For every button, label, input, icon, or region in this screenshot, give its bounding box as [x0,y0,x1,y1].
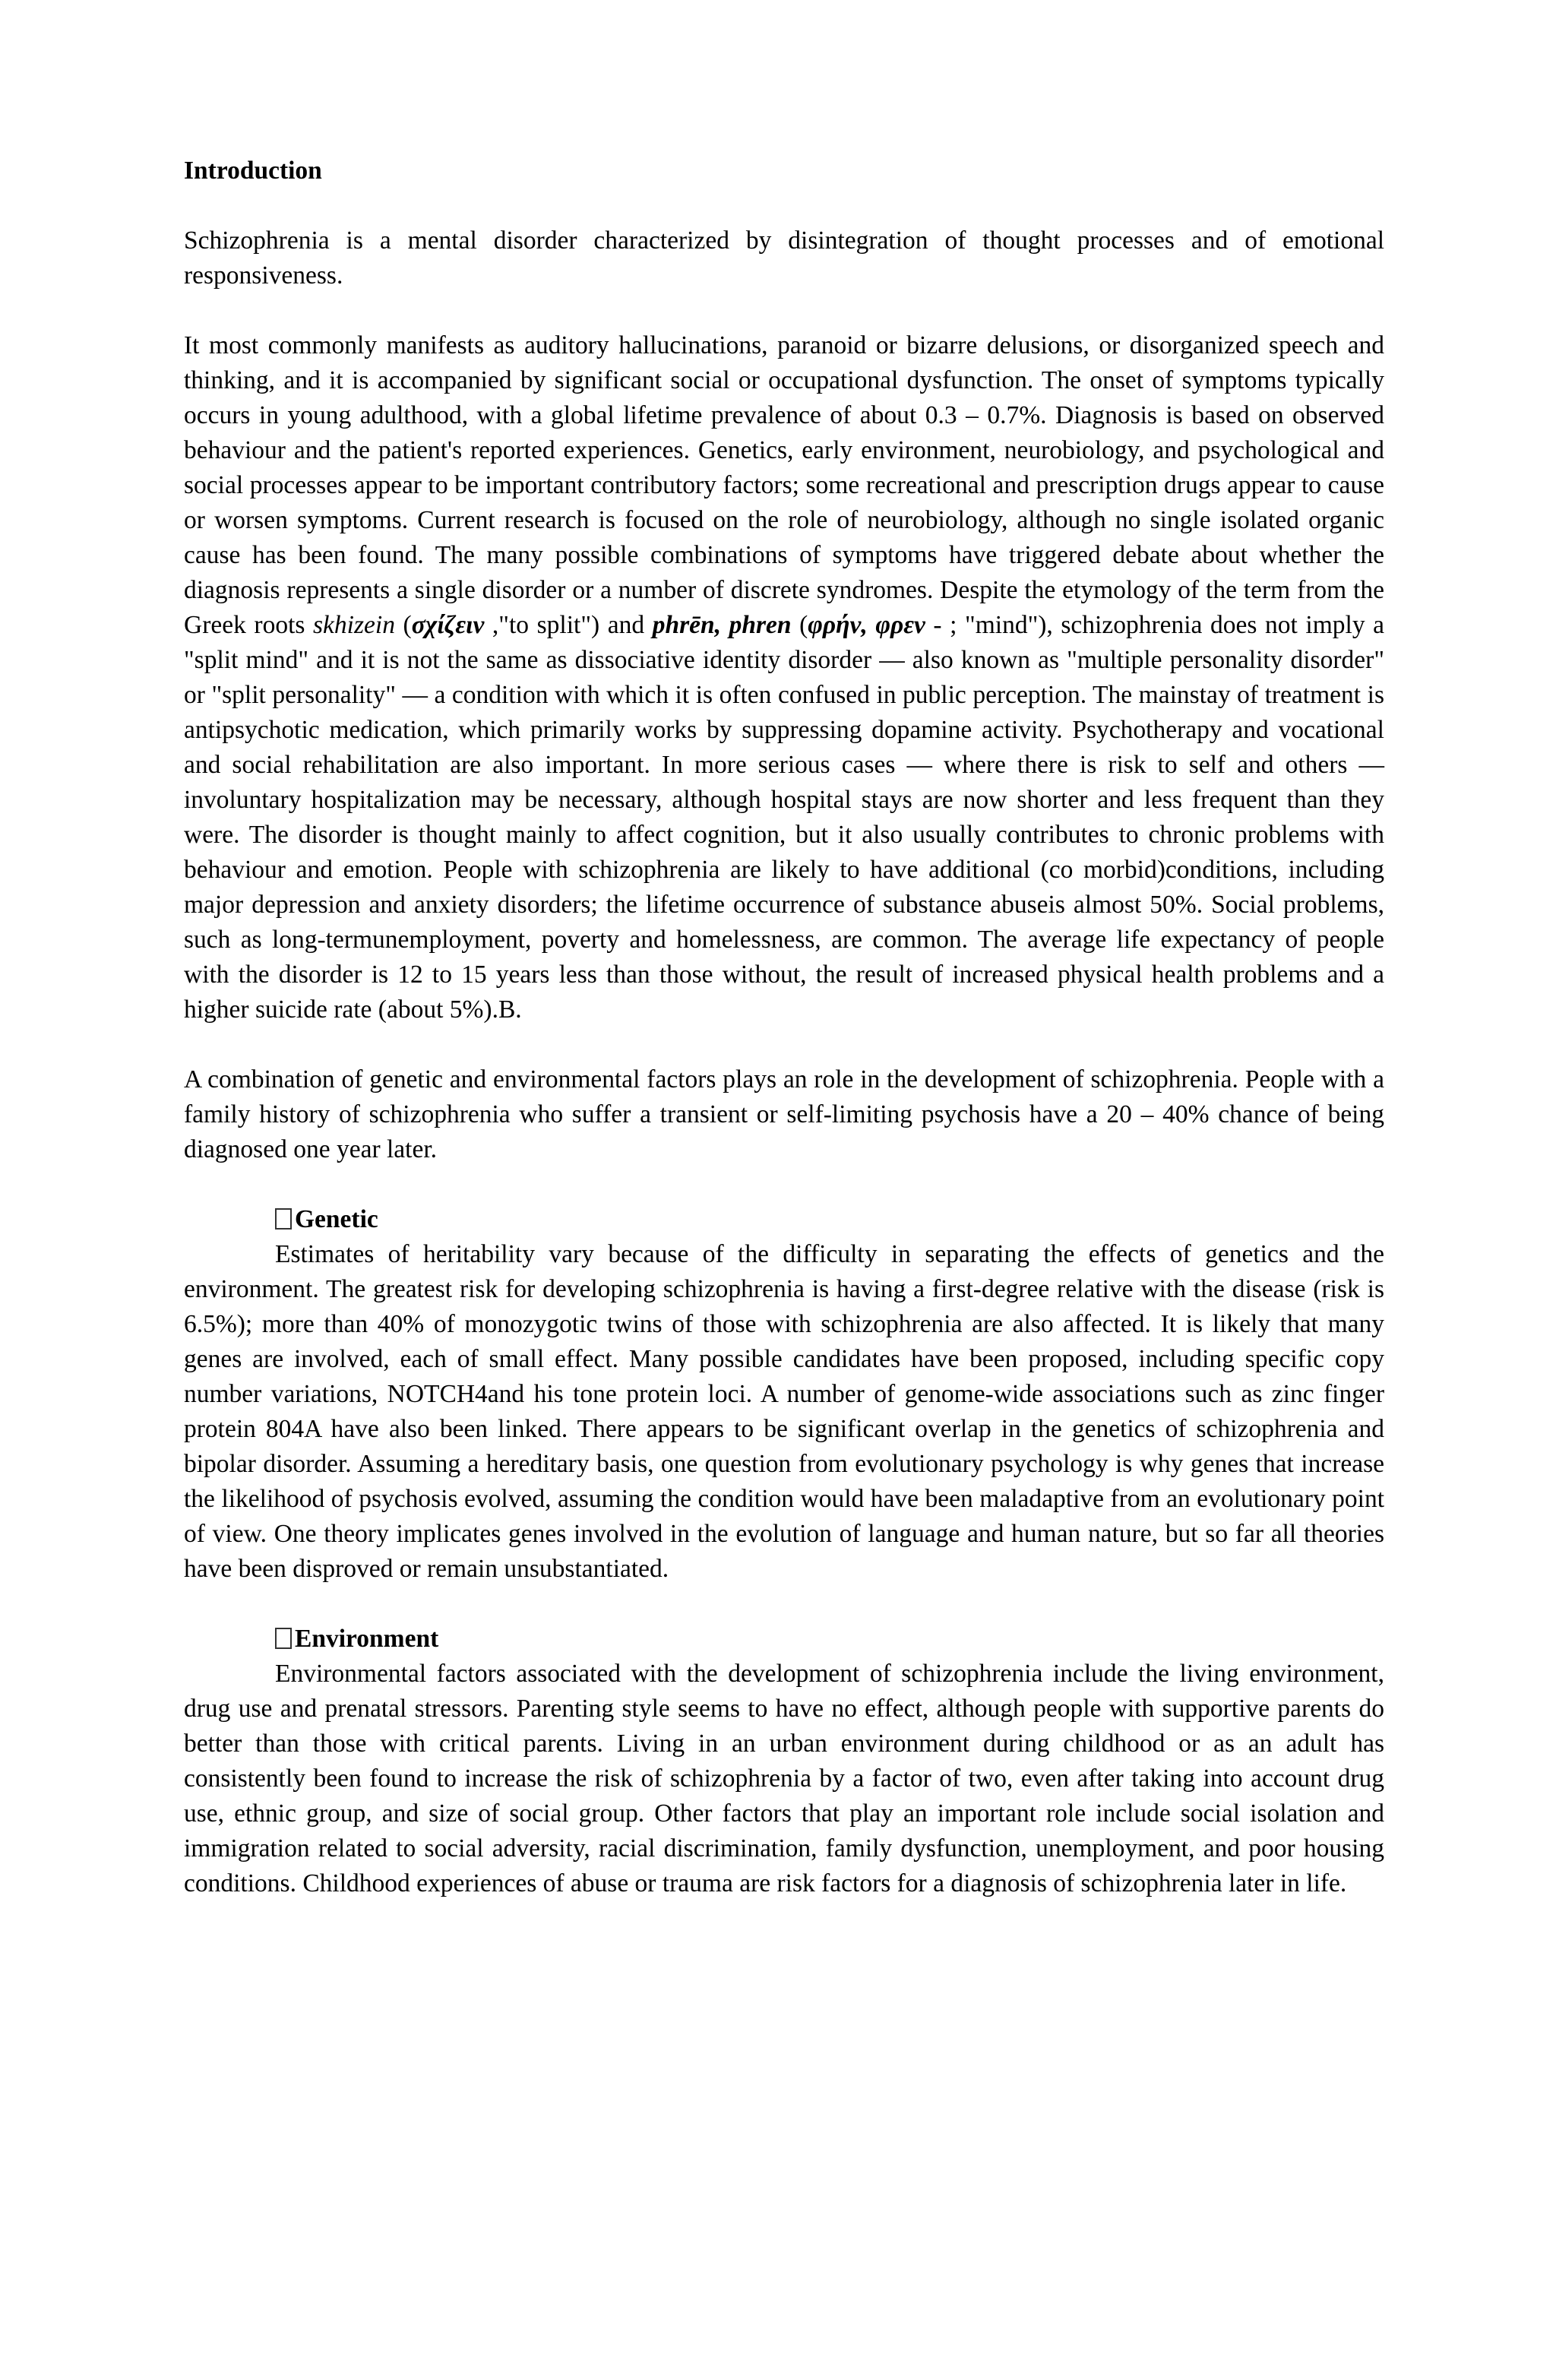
overview-text-part-4: ( [791,611,808,639]
bullet-box-icon [275,1208,292,1230]
overview-text-part-2: ( [394,611,412,639]
genetic-paragraph: Estimates of heritability vary because of the difficulty in separating the effects of genetics and the environment. The greatest risk for developing schizophrenia is having a first-degree relative with the disease (risk is 6.5%); more than 40% of monozygotic twins of those with schizophrenia are also affected. It is likely that many genes are involved, each of small effect. Many possible candidates have been proposed, including specific copy number variations, NOTCH4and his tone protein loci. A number of genome-wide associations such as zinc finger protein 804A have also been linked. There appears to be significant overlap in the genetics of schizophrenia and bipolar disorder. Assuming a hereditary basis, one question from evolutionary psychology is why genes that increase the likelihood of psychosis evolved, assuming the condition would have been maladaptive from an evolutionary point of view. One theory implicates genes involved in the evolution of language and human nature, but so far all theories have been disproved or remain unsubstantiated. [184,1240,1384,1583]
greek-term-phren: φρήν, φρεν [808,611,925,639]
overview-text-part-1: It most commonly manifests as auditory hallucinations, paranoid or bizarre delusions, or disorganized speech and thinking, and it is accompanied by significant social or occupational dysfunction. The onset of symptoms typically occurs in young adulthood, with a global lifetime prevalence of about 0.3 – 0.7%. Diagnosis is based on observed behaviour and the patient's reported experiences. Genetics, early environment, neurobiology, and psychological and social processes appear to be important contributory factors; some recreational and prescription drugs appear to cause or worsen symptoms. Current research is focused on the role of neurobiology, although no single isolated organic cause has been found. The many possible combinations of symptoms have triggered debate about whether the diagnosis represents a single disorder or a number of discrete syndromes. Despite the etymology of the term from the Greek roots [184,331,1384,639]
bullet-box-icon [275,1628,292,1649]
overview-text-part-5: - ; "mind"), schizophrenia does not imply a "split mind" and it is not the same as dissociative identity disorder — also known as "multiple personality disorder" or "split personality" — a condition with which it is often confused in public perception. The mainstay of treatment is antipsychotic medication, which primarily works by suppressing dopamine activity. Psychotherapy and vocational and social rehabilitation are also important. In more serious cases — where there is risk to self and others — involuntary hospitalization may be necessary, although hospital stays are now shorter and less frequent than they were. The disorder is thought mainly to affect cognition, but it also usually contributes to chronic problems with behaviour and emotion. People with schizophrenia are likely to have additional (co morbid)conditions, including major depression and anxiety disorders; the lifetime occurrence of substance abuseis almost 50%. Social problems, such as long-termunemployment, poverty and homelessness, are common. The average life expectancy of people with the disorder is 12 to 15 years less than those without, the result of increased physical health problems and a higher suicide rate (about 5%).B. [184,611,1385,1024]
document-page [184,153,1384,1936]
intro-paragraph-causes: A combination of genetic and environmental factors plays an role in the development of schizophrenia. People with a family history of schizophrenia who suffer a transient or self-limiting psychosis have a 20 – 40% chance of being diagnosed one year later. [184,1065,1384,1163]
overview-text-part-3: ,"to split") and [484,611,653,639]
term-skhizein: skhizein [313,611,395,639]
section-heading-genetic [184,1202,1384,1237]
environment-heading-label: Environment [295,1625,439,1653]
section-heading-environment [184,1622,1384,1657]
greek-term-schizein: σχίζειν [411,611,485,639]
intro-paragraph-definition: Schizophrenia is a mental disorder characterized by disintegration of thought processes and of emotional responsiveness. [184,226,1384,290]
section-heading-introduction: Introduction [184,157,322,185]
environment-paragraph: Environmental factors associated with the development of schizophrenia include the living environment, drug use and prenatal stressors. Parenting style seems to have no effect, although people with supportive parents do better than those with critical parents. Living in an urban environment during childhood or as an adult has consistently been found to increase the risk of schizophrenia by a factor of two, even after taking into account drug use, ethnic group, and size of social group. Other factors that play an important role include social isolation and immigration related to social adversity, racial discrimination, family dysfunction, unemployment, and poor housing conditions. Childhood experiences of abuse or trauma are risk factors for a diagnosis of schizophrenia later in life. [184,1660,1384,1897]
term-phren: phrēn, phren [652,611,792,639]
intro-paragraph-overview [184,328,1384,1027]
genetic-heading-label: Genetic [295,1205,378,1233]
